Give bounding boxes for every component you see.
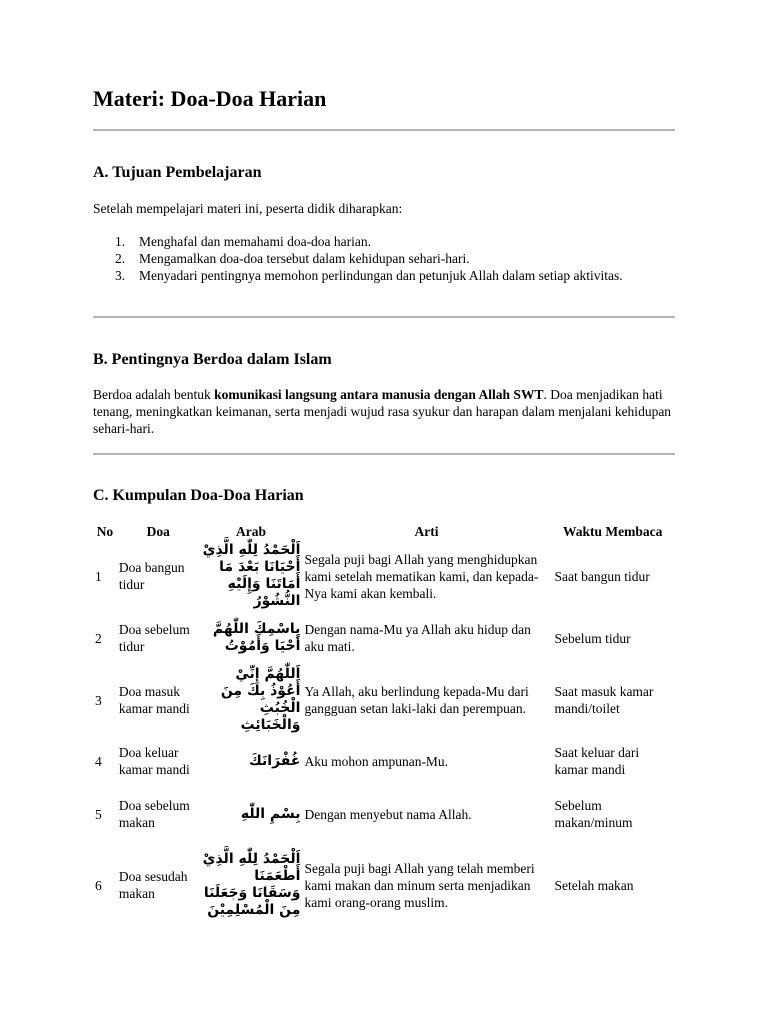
cell-doa: Doa sesudah makan [118, 869, 188, 901]
section-b-paragraph: Berdoa adalah bentuk komunikasi langsung antara manusia dengan Allah SWT. Doa menjadikan hati tenang, meningkatkan keimanan, serta menjadi wujud rasa syukur dan harapan dalam menjalani kehidupan sehari-hari. [93, 387, 672, 436]
divider [93, 453, 675, 455]
cell-arab: اَللّٰهُمَّ إِنِّيْ أَعُوْذُ بِكَ مِنَ الْخُبُثِ وَالْخَبَائِثِ [220, 666, 301, 733]
section-a-intro: Setelah mempelajari materi ini, peserta didik diharapkan: [93, 201, 403, 216]
table-row [93, 542, 675, 610]
cell-arti: Aku mohon ampunan-Mu. [304, 753, 449, 769]
cell-waktu: Setelah makan [554, 877, 634, 893]
list-item: 3. Menyadari pentingnya memohon perlindungan dan petunjuk Allah dalam setiap aktivitas. [115, 268, 623, 283]
col-header-arab: Arab [236, 524, 267, 539]
col-header-waktu: Waktu Membaca [563, 524, 663, 539]
cell-waktu: Saat masuk kamar mandi/toilet [554, 684, 654, 716]
cell-arti: Segala puji bagi Allah yang menghidupkan kami setelah mematikan kami, dan kepada-Nya kami akan kembali. [304, 551, 539, 601]
cell-no: 2 [95, 630, 102, 646]
divider [93, 129, 675, 131]
cell-arti: Dengan menyebut nama Allah. [304, 806, 472, 822]
cell-no: 5 [95, 806, 102, 822]
cell-doa: Doa keluar kamar mandi [118, 745, 190, 777]
cell-waktu: Sebelum makan/minum [554, 798, 633, 830]
cell-no: 3 [95, 692, 102, 708]
list-item: 2. Mengamalkan doa-doa tersebut dalam kehidupan sehari-hari. [115, 251, 470, 266]
cell-arti: Ya Allah, aku berlindung kepada-Mu dari gangguan setan laki-laki dan perempuan. [304, 684, 529, 716]
col-header-arti: Arti [414, 524, 439, 539]
cell-arab: اَلْحَمْدُ لِلّٰهِ الَّذِيْ أَحْيَانَا بَعْدَ مَا أَمَاتَنَا وَإِلَيْهِ النُّشُوْرُ [202, 542, 301, 609]
cell-waktu: Sebelum tidur [554, 630, 631, 646]
table-row [93, 734, 675, 788]
section-c-heading: C. Kumpulan Doa-Doa Harian [93, 487, 304, 504]
cell-no: 4 [95, 753, 102, 769]
list-item: 1. Menghafal dan memahami doa-doa harian. [115, 234, 372, 249]
cell-arti: Segala puji bagi Allah yang telah memberi kami makan dan minum serta menjadikan kami orang-orang muslim. [304, 860, 535, 910]
table-row [93, 788, 675, 840]
divider [93, 316, 675, 318]
col-header-no: No [96, 524, 114, 539]
cell-no: 6 [95, 877, 102, 893]
cell-arab: اَلْحَمْدُ لِلّٰهِ الَّذِيْ أَطْعَمَنَا وَسَقَانَا وَجَعَلَنَا مِنَ الْمُسْلِمِيْنَ [202, 851, 301, 918]
cell-doa: Doa bangun tidur [118, 560, 185, 592]
cell-no: 1 [95, 568, 102, 584]
table-row [93, 840, 675, 930]
section-a-heading: A. Tujuan Pembelajaran [93, 164, 262, 181]
cell-arab: بِاسْمِكَ اللّٰهُمَّ أَحْيَا وَأَمُوْتُ [212, 621, 301, 654]
table-header-row [93, 522, 675, 542]
cell-doa: Doa sebelum tidur [118, 622, 190, 654]
cell-waktu: Saat keluar dari kamar mandi [554, 745, 640, 777]
page-title: Materi: Doa-Doa Harian [93, 86, 327, 111]
doa-table [93, 522, 675, 930]
table-row [93, 666, 675, 734]
cell-arab: غُفْرَانَكَ [249, 752, 301, 769]
col-header-doa: Doa [146, 524, 170, 539]
section-b-heading: B. Pentingnya Berdoa dalam Islam [93, 351, 332, 368]
cell-waktu: Saat bangun tidur [554, 568, 650, 584]
cell-doa: Doa sebelum makan [118, 798, 190, 830]
objectives-list [93, 233, 675, 284]
cell-arab: بِسْمِ اللّٰهِ [240, 805, 301, 822]
cell-arti: Dengan nama-Mu ya Allah aku hidup dan aku mati. [304, 622, 531, 654]
cell-doa: Doa masuk kamar mandi [118, 684, 190, 716]
table-row [93, 610, 675, 666]
